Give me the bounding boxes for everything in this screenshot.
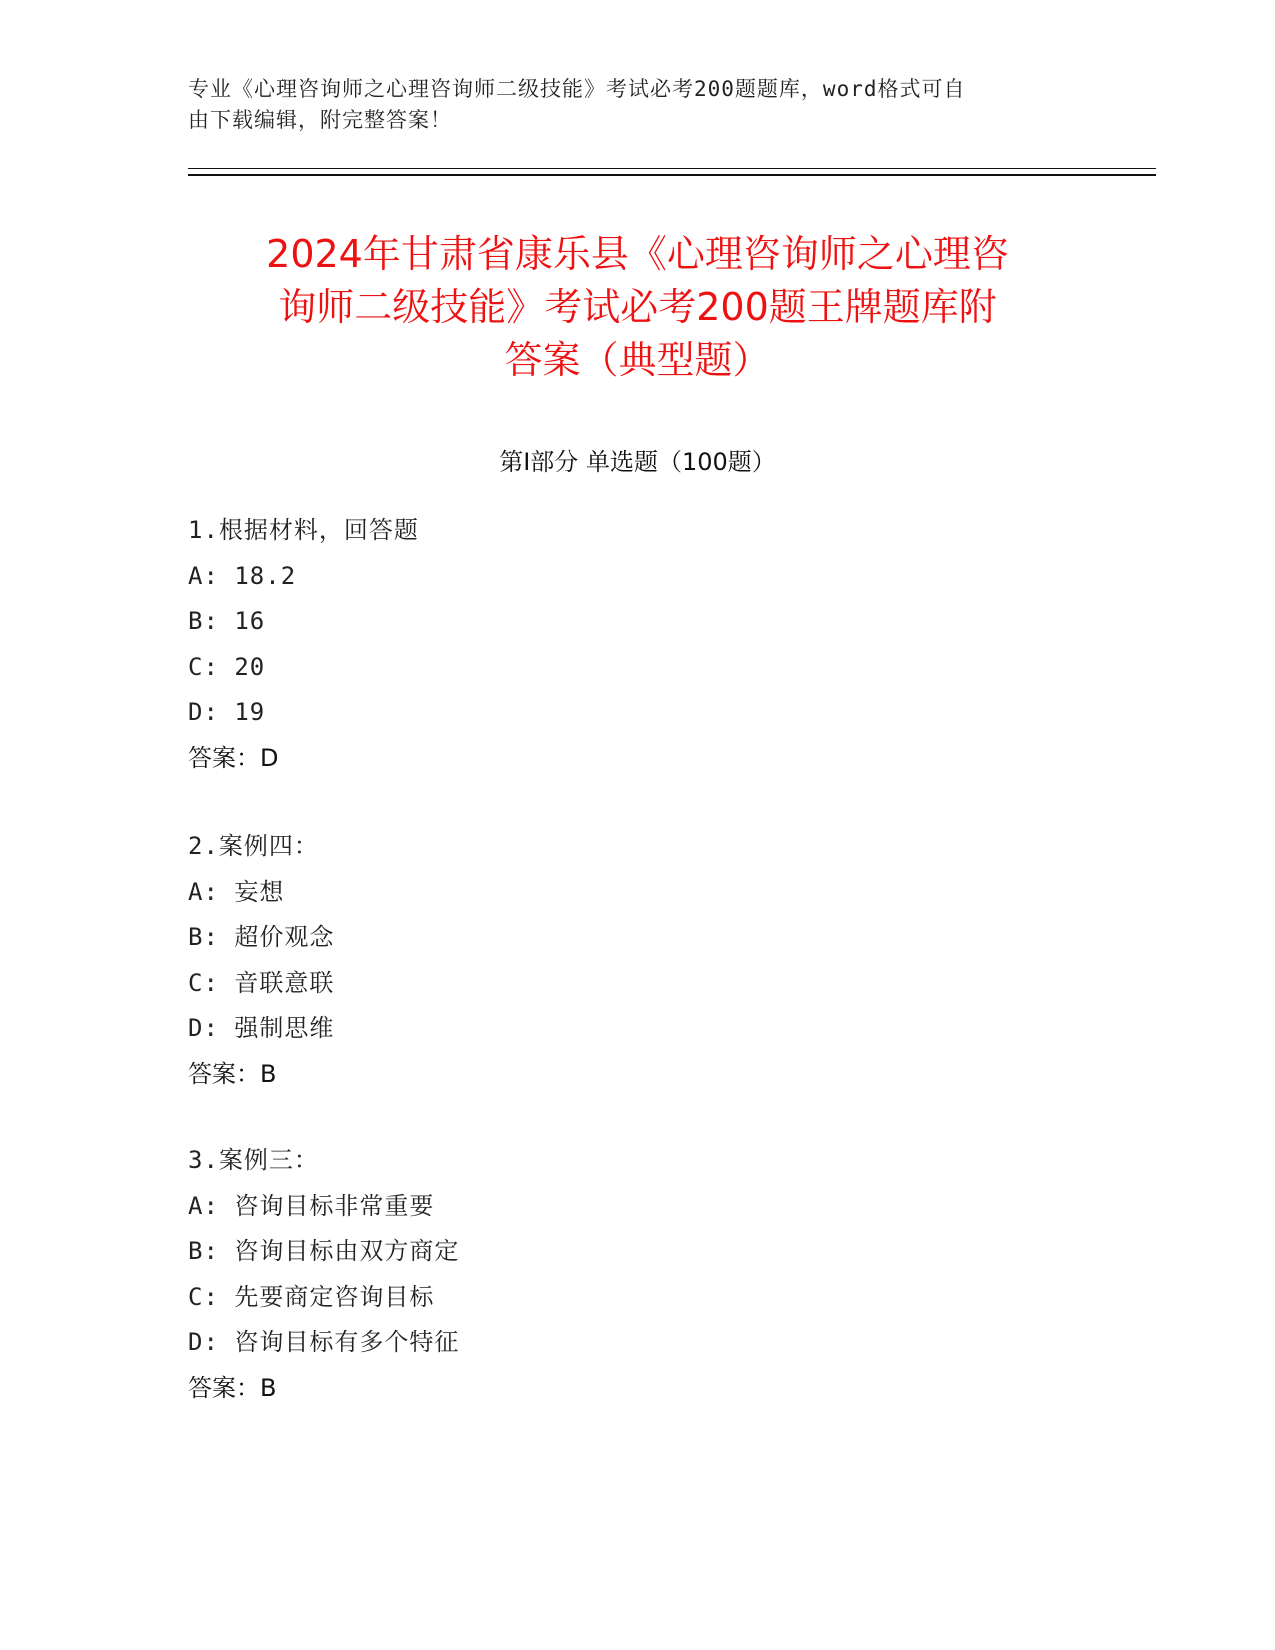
answer-line: 答案：B: [188, 1373, 277, 1402]
answer-line: 答案：D: [188, 743, 279, 772]
option-d: D: 强制思维: [188, 1014, 335, 1042]
option-a: A: 18.2: [188, 561, 297, 590]
header-divider-bottom: [188, 174, 1156, 176]
option-c: C: 先要商定咨询目标: [188, 1282, 435, 1311]
title-line-3: 答案（典型题）: [504, 338, 771, 382]
option-d: D: 19: [188, 698, 266, 726]
option-c: C: 20: [188, 652, 266, 681]
option-d: D: 咨询目标有多个特征: [188, 1328, 460, 1356]
question-stem: 2.案例四：: [188, 832, 319, 860]
answer-line: 答案：B: [188, 1059, 277, 1088]
intro-line-2: 由下载编辑，附完整答案！: [188, 108, 452, 132]
option-b: B: 咨询目标由双方商定: [188, 1237, 460, 1265]
question-item: [188, 824, 1088, 1097]
question-item: [188, 1138, 1088, 1411]
question-stem: 1.根据材料，回答题: [188, 516, 419, 544]
option-b: B: 超价观念: [188, 923, 335, 951]
option-a: A: 妄想: [188, 877, 285, 906]
title-line-1: 2024年甘肃省康乐县《心理咨询师之心理咨: [266, 232, 1009, 276]
document-title: [160, 228, 1115, 387]
title-line-2: 询师二级技能》考试必考200题王牌题库附: [278, 285, 997, 329]
section-heading: 第Ⅰ部分 单选题（100题）: [499, 448, 776, 476]
intro-line-1: 专业《心理咨询师之心理咨询师二级技能》考试必考200题题库，word格式可自: [188, 77, 966, 101]
document-intro: [188, 74, 1068, 136]
option-c: C: 音联意联: [188, 968, 335, 997]
option-a: A: 咨询目标非常重要: [188, 1191, 435, 1220]
option-b: B: 16: [188, 607, 266, 635]
question-item: [188, 508, 1088, 781]
question-stem: 3.案例三：: [188, 1146, 319, 1174]
header-divider-top: [188, 168, 1156, 169]
